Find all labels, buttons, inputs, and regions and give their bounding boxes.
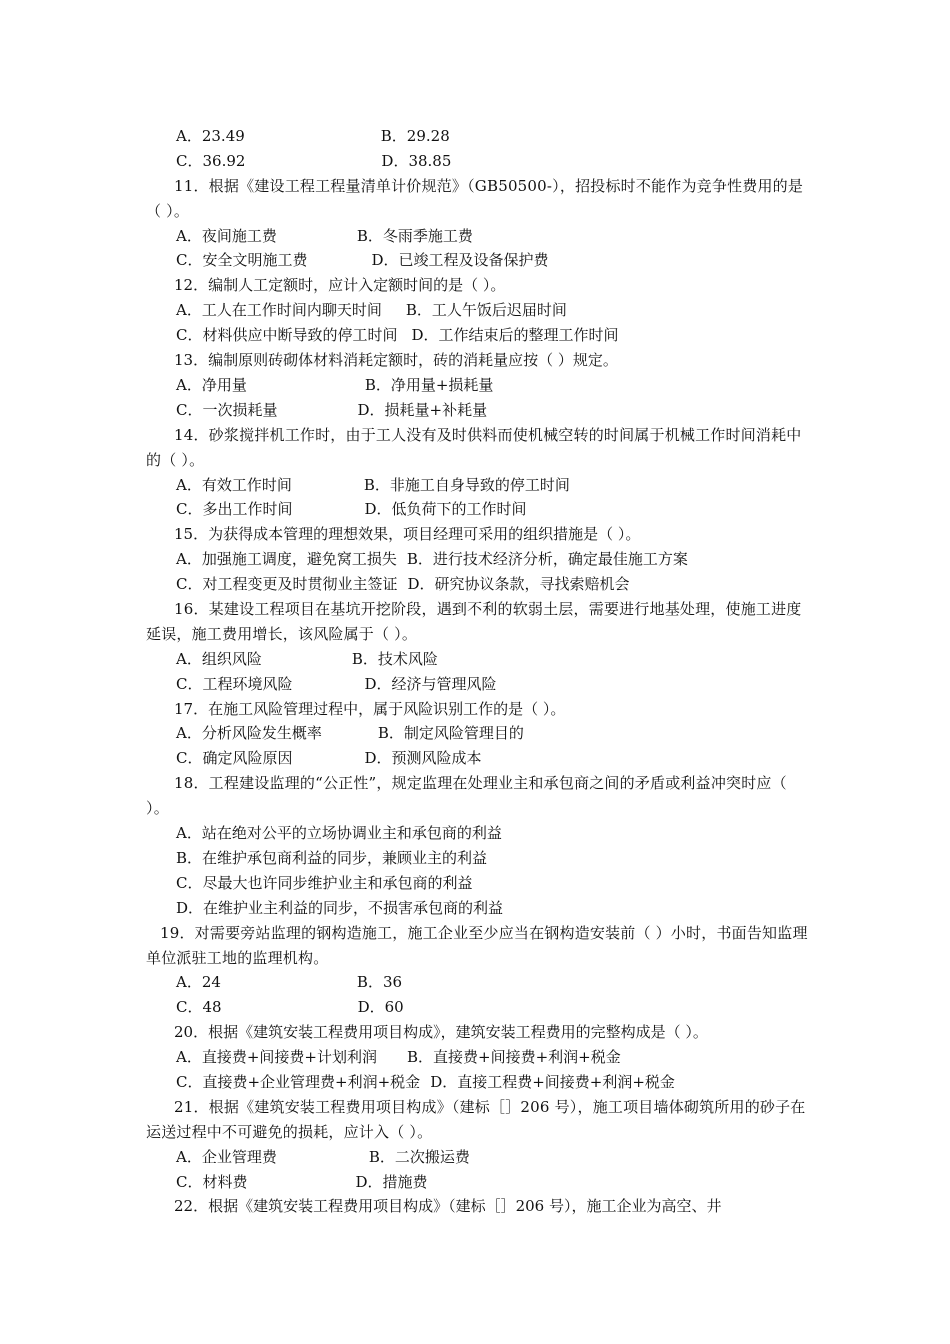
exam-content [146,124,808,1219]
answer-option-row [146,995,808,1020]
answer-option-row [146,1045,808,1070]
answer-option: D．已竣工程及设备保护费 [371,251,549,270]
answer-option: A．净用量 [176,375,247,394]
question-text: 12．编制人工定额时，应计入定额时间的是（ ）。 [174,276,506,295]
answer-option: A．有效工作时间 [176,475,292,494]
answer-option-row [146,124,808,149]
question-text: 11．根据《建设工程工程量清单计价规范》（GB50500-），招投标时不能作为竞争性费用的是（ ）。 [146,176,804,220]
answer-option: B．29.28 [380,127,450,145]
answer-option: A．分析风险发生概率 [176,724,322,743]
question-text: 18．工程建设监理的“公正性”，规定监理在处理业主和承包商之间的矛盾或利益冲突时应（ ）。 [146,774,787,818]
answer-option: D．低负荷下的工作时间 [364,500,527,519]
answer-option: C．尽最大也许同步维护业主和承包商的利益 [176,873,473,892]
answer-option: B．二次搬运费 [368,1147,470,1166]
answer-option: B．冬雨季施工费 [356,226,473,245]
answer-option: D．60 [357,998,404,1017]
answer-option: A．加强施工调度，避免窝工损失 [176,550,397,569]
answer-option-row [146,721,808,746]
answer-option-row [146,746,808,771]
answer-option: B．技术风险 [351,649,438,668]
answer-option: C．工程环境风险 [176,674,293,693]
answer-option-row [146,647,808,672]
answer-option: B．非施工自身导致的停工时间 [363,475,570,494]
answer-option-row [146,224,808,249]
answer-option: D．经济与管理风险 [364,674,497,693]
answer-option: D．38.85 [381,151,452,170]
answer-option: A．23.49 [176,127,245,145]
answer-option-row [146,149,808,174]
answer-option-row [146,572,808,597]
answer-option: A．组织风险 [176,649,262,668]
answer-option: B．36 [356,973,403,992]
answer-option-row [146,1170,808,1195]
answer-option-row [146,1070,808,1095]
question-text: 16．某建设工程项目在基坑开挖阶段，遇到不利的软弱土层，需要进行地基处理，使施工进度延误，施工费用增长，该风险属于（ ）。 [146,599,802,643]
answer-option: B．净用量+损耗量 [364,375,494,394]
answer-option: C．材料供应中断导致的停工时间 [176,326,398,345]
answer-option: A．直接费+间接费+计划利润 [176,1048,377,1067]
answer-option: A．工人在工作时间内聊天时间 [176,301,382,320]
answer-option: D．预测风险成本 [364,749,482,768]
answer-option: B．直接费+间接费+利润+税金 [406,1048,621,1067]
answer-option: C．直接费+企业管理费+利润+税金 [176,1073,421,1091]
answer-option-row [146,547,808,572]
answer-option-row [146,398,808,423]
answer-option: A．夜间施工费 [176,226,277,245]
answer-option: D．直接工程费+间接费+利润+税金 [430,1073,675,1091]
answer-option: D．损耗量+补耗量 [357,400,488,419]
answer-option-row [146,497,808,522]
answer-option: C．一次损耗量 [176,400,278,419]
question-text: 15．为获得成本管理的理想效果，项目经理可采用的组织措施是（ ）。 [174,525,641,544]
answer-option-row [146,323,808,348]
answer-option: B．在维护承包商利益的同步，兼顾业主的利益 [176,848,488,867]
answer-option-row [146,248,808,273]
answer-option: C．多出工作时间 [176,500,293,519]
answer-option: D．研究协议条款，寻找索赔机会 [407,575,630,594]
question-text: 13．编制原则砖砌体材料消耗定额时，砖的消耗量应按（ ）规定。 [174,351,618,370]
answer-option: C．48 [176,998,222,1017]
question-text: 17．在施工风险管理过程中，属于风险识别工作的是（ ）。 [174,699,566,718]
answer-option: B．工人午饭后迟届时间 [405,301,567,320]
answer-option: C．对工程变更及时贯彻业主签证 [176,575,398,594]
answer-option-row [146,298,808,323]
answer-option: A．24 [176,973,221,992]
question-text: 14．砂浆搅拌机工作时，由于工人没有及时供料而使机械空转的时间属于机械工作时间消耗中的（ ）。 [146,425,802,469]
answer-option-row [146,1145,808,1170]
question-text: 21．根据《建筑安装工程费用项目构成》（建标［］206 号），施工项目墙体砌筑所用的砂子在运送过程中不可避免的损耗，应计入（ ）。 [146,1097,806,1141]
answer-option-row [146,473,808,498]
question-text: 20．根据《建筑安装工程费用项目构成》，建筑安装工程费用的完整构成是（ ）。 [174,1023,708,1042]
answer-option-row [146,970,808,995]
question-text: 19．对需要旁站监理的钢构造施工，施工企业至少应当在钢构造安装前（ ）小时，书面告知监理单位派驻工地的监理机构。 [146,923,808,967]
answer-option: B．进行技术经济分析，确定最佳施工方案 [406,550,688,569]
answer-option: A．站在绝对公平的立场协调业主和承包商的利益 [176,824,502,843]
answer-option: C．确定风险原因 [176,749,293,768]
answer-option: C．36.92 [176,151,246,170]
question-text: 22．根据《建筑安装工程费用项目构成》（建标［］206 号），施工企业为高空、井 [174,1197,722,1216]
answer-option: C．材料费 [176,1172,248,1191]
answer-option: D．措施费 [355,1172,428,1191]
answer-option: C．安全文明施工费 [176,251,308,270]
answer-option: A．企业管理费 [176,1147,277,1166]
answer-option: B．制定风险管理目的 [377,724,524,743]
answer-option: D．工作结束后的整理工作时间 [411,326,619,345]
answer-option: D．在维护业主利益的同步，不损害承包商的利益 [176,898,504,917]
answer-option-row [146,373,808,398]
answer-option-row [146,672,808,697]
